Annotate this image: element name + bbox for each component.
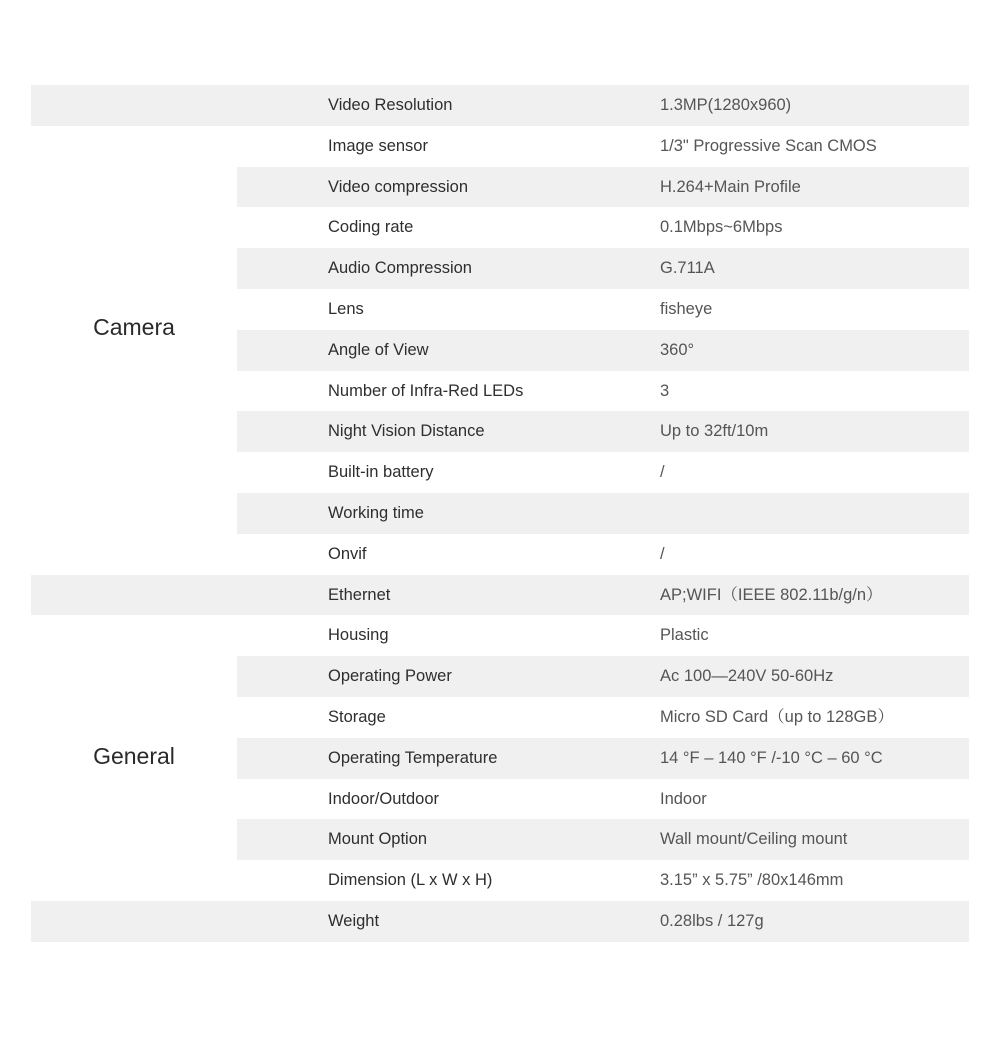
spec-label: Operating Temperature — [328, 748, 498, 767]
spec-label: Dimension (L x W x H) — [328, 871, 493, 890]
spec-label: Onvif — [328, 544, 367, 563]
spec-label: Coding rate — [328, 218, 414, 237]
spec-row-infrared-leds — [31, 371, 969, 412]
spec-label: Built-in battery — [328, 463, 434, 482]
spec-value: 14 °F – 140 °F /-10 °C – 60 °C — [660, 748, 883, 767]
spec-value: Up to 32ft/10m — [660, 422, 769, 441]
spec-label: Image sensor — [328, 136, 428, 155]
spec-row-weight — [31, 901, 969, 942]
spec-row-audio-compression — [31, 248, 969, 289]
spec-value: 0.28lbs / 127g — [660, 911, 764, 930]
spec-label: Lens — [328, 299, 364, 318]
spec-value: / — [660, 544, 665, 563]
group-label-camera: Camera — [93, 314, 175, 340]
spec-label: Number of Infra-Red LEDs — [328, 381, 524, 400]
spec-row-working-time — [31, 493, 969, 534]
spec-label: Ethernet — [328, 585, 391, 604]
spec-value: Plastic — [660, 626, 709, 645]
spec-row-housing — [31, 615, 969, 656]
spec-value: Micro SD Card（up to 128GB） — [660, 707, 894, 726]
spec-value: Wall mount/Ceiling mount — [660, 830, 848, 849]
spec-row-coding-rate — [31, 207, 969, 248]
spec-row-night-vision — [31, 411, 969, 452]
spec-row-ethernet — [31, 575, 969, 616]
spec-label: Weight — [328, 911, 380, 930]
spec-row-indoor-outdoor — [31, 779, 969, 820]
spec-row-built-in-battery — [31, 452, 969, 493]
spec-value: fisheye — [660, 299, 713, 318]
spec-label: Storage — [328, 707, 386, 726]
spec-value: 360° — [660, 340, 695, 359]
spec-row-image-sensor — [31, 126, 969, 167]
spec-value: G.711A — [660, 259, 715, 278]
spec-value: 3 — [660, 381, 670, 400]
spec-row-mount-option — [31, 819, 969, 860]
spec-value: / — [660, 463, 665, 482]
spec-row-onvif — [31, 534, 969, 575]
spec-table — [31, 85, 969, 942]
spec-value: Ac 100—240V 50-60Hz — [660, 667, 834, 686]
row-background — [31, 85, 969, 126]
spec-value: 1/3" Progressive Scan CMOS — [660, 136, 877, 155]
spec-value: 1.3MP(1280x960) — [660, 96, 792, 114]
spec-label: Audio Compression — [328, 259, 472, 278]
group-label-general: General — [93, 743, 175, 769]
spec-label: Angle of View — [328, 340, 429, 359]
spec-label: Night Vision Distance — [328, 422, 485, 441]
spec-value: Indoor — [660, 789, 707, 808]
spec-value: H.264+Main Profile — [660, 177, 801, 196]
spec-label: Indoor/Outdoor — [328, 789, 439, 808]
spec-row-dimension — [31, 860, 969, 901]
spec-label: Housing — [328, 626, 389, 645]
spec-row-video-compression — [31, 167, 969, 208]
spec-value: 3.15” x 5.75” /80x146mm — [660, 871, 844, 890]
spec-label: Video compression — [328, 177, 469, 196]
spec-row-video-resolution — [31, 85, 969, 126]
spec-label: Operating Power — [328, 667, 452, 686]
spec-value: 0.1Mbps~6Mbps — [660, 218, 783, 237]
spec-row-storage — [31, 697, 969, 738]
spec-row-operating-power — [31, 656, 969, 697]
spec-value: AP;WIFI（IEEE 802.11b/g/n） — [660, 585, 883, 604]
spec-label: Mount Option — [328, 830, 428, 849]
spec-label: Video Resolution — [328, 96, 453, 114]
spec-label: Working time — [328, 503, 424, 522]
row-background — [31, 901, 969, 942]
